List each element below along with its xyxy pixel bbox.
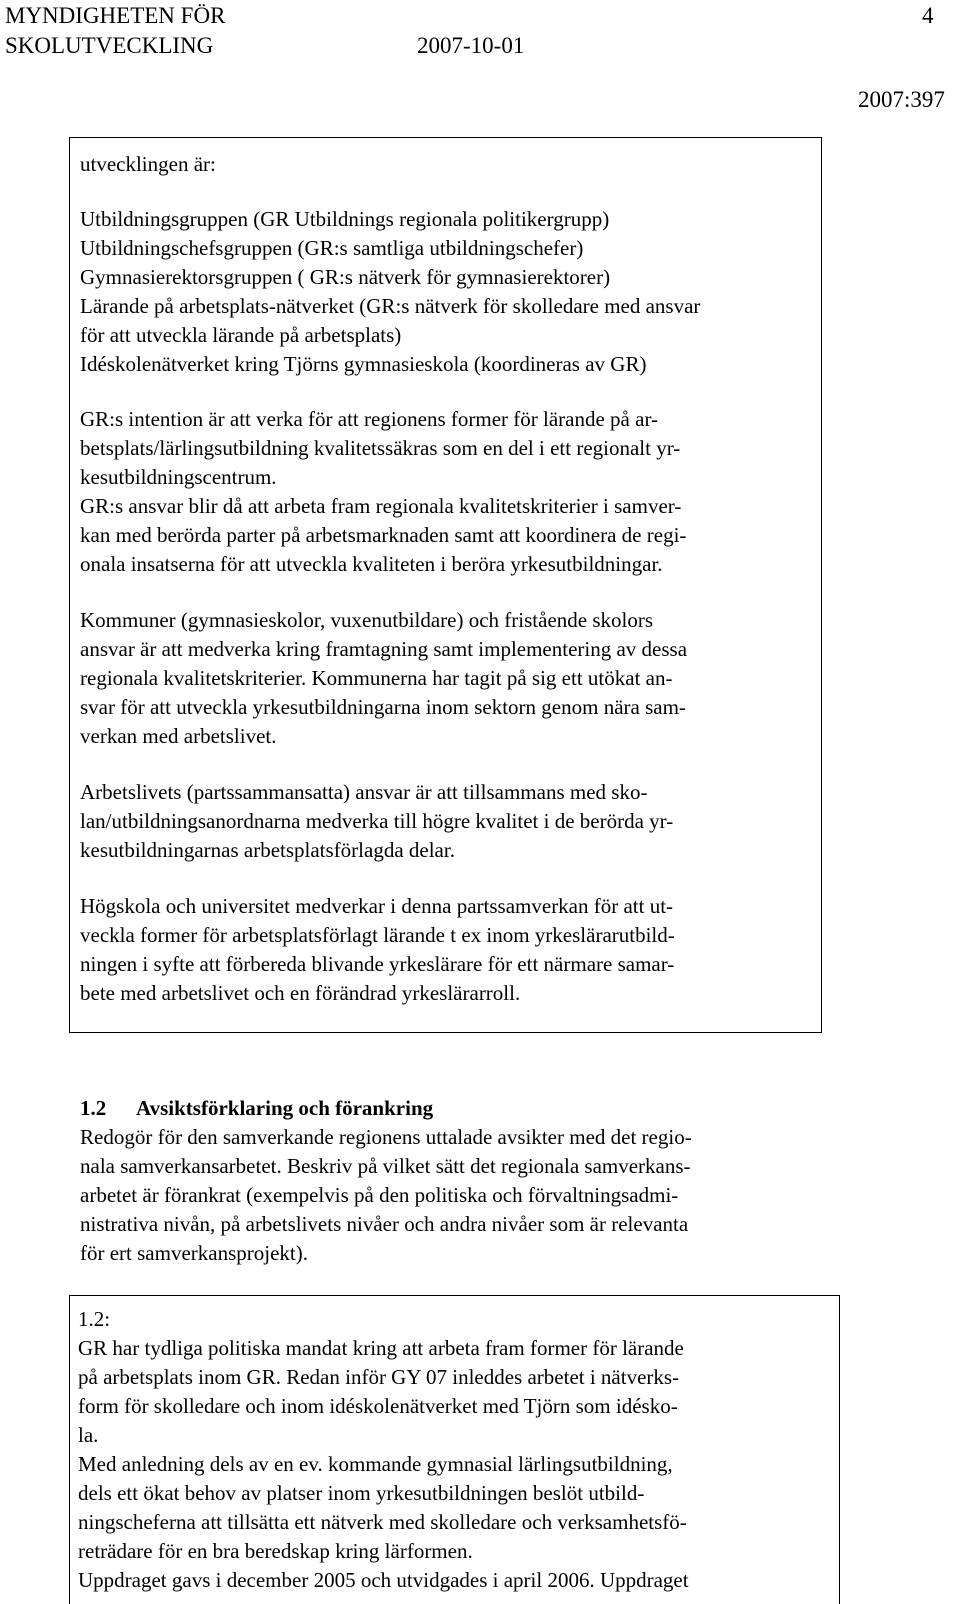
box2-line: ningscheferna att tillsätta ett nätverk med skolledare och verksamhetsfö- <box>78 1510 687 1534</box>
box1-line: betsplats/lärlingsutbildning kvalitetssäkras som en del i ett regionalt yr- <box>80 436 681 460</box>
box1-line: svar för att utveckla yrkesutbildningarna inom sektorn genom nära sam- <box>80 695 686 719</box>
box1-line: kesutbildningarnas arbetsplatsförlagda delar. <box>80 838 455 862</box>
section-line: arbetet är förankrat (exempelvis på den politiska och förvaltningsadmi- <box>80 1183 679 1207</box>
box1-line: kan med berörda parter på arbetsmarknaden samt att koordinera de regi- <box>80 523 687 547</box>
box1-line: bete med arbetslivet och en förändrad yrkeslärarroll. <box>80 981 521 1005</box>
box2-line: GR har tydliga politiska mandat kring att arbeta fram former för lärande <box>78 1336 684 1360</box>
box1-line: kesutbildningscentrum. <box>80 465 277 489</box>
box2-line: dels ett ökat behov av platser inom yrkesutbildningen beslöt utbild- <box>78 1481 645 1505</box>
box1-line: utvecklingen är: <box>80 152 216 176</box>
box2-line: Uppdraget gavs i december 2005 och utvidgades i april 2006. Uppdraget <box>78 1568 689 1592</box>
box1-line: Utbildningschefsgruppen (GR:s samtliga utbildningschefer) <box>80 236 584 260</box>
box1-line: GR:s ansvar blir då att arbeta fram regionala kvalitetskriterier i samver- <box>80 494 682 518</box>
box2-line: 1.2: <box>78 1307 111 1331</box>
box1-line: ningen i syfte att förbereda blivande yrkeslärare för ett närmare samar- <box>80 952 675 976</box>
box1-line: Arbetslivets (partssammansatta) ansvar är att tillsammans med sko- <box>80 780 648 804</box>
box1-line: Gymnasierektorsgruppen ( GR:s nätverk för gymnasierektorer) <box>80 265 611 289</box>
box2-line: på arbetsplats inom GR. Redan inför GY 07 inleddes arbetet i nätverks- <box>78 1365 680 1389</box>
box1-line: Lärande på arbetsplats-nätverket (GR:s nätverk för skolledare med ansvar <box>80 294 701 318</box>
header-date: 2007-10-01 <box>417 33 525 58</box>
box1-line: Högskola och universitet medverkar i denna partssamverkan för att ut- <box>80 894 674 918</box>
box1-line: lan/utbildningsanordnarna medverka till högre kvalitet i de berörda yr- <box>80 809 674 833</box>
box1-line: Idéskolenätverket kring Tjörns gymnasieskola (koordineras av GR) <box>80 352 647 376</box>
section-title: Avsiktsförklaring och förankring <box>136 1096 434 1120</box>
box1-line: Kommuner (gymnasieskolor, vuxenutbildare) och fristående skolors <box>80 608 654 632</box>
box1-line: ansvar är att medverka kring framtagning samt implementering av dessa <box>80 637 688 661</box>
header-page-number: 4 <box>922 3 934 28</box>
section-line: Redogör för den samverkande regionens uttalade avsikter med det regio- <box>80 1125 692 1149</box>
section-number: 1.2 <box>80 1096 107 1120</box>
header-org-line2: SKOLUTVECKLING <box>5 33 214 58</box>
box1-line: verkan med arbetslivet. <box>80 724 277 748</box>
box2-line: reträdare för en bra beredskap kring lärformen. <box>78 1539 473 1563</box>
box1-line: GR:s intention är att verka för att regionens former för lärande på ar- <box>80 407 659 431</box>
section-line: nistrativa nivån, på arbetslivets nivåer och andra nivåer som är relevanta <box>80 1212 689 1236</box>
box1-line: för att utveckla lärande på arbetsplats) <box>80 323 402 347</box>
section-line: för ert samverkansprojekt). <box>80 1241 308 1265</box>
header-org-line1: MYNDIGHETEN FÖR <box>5 3 226 28</box>
box2-line: Med anledning dels av en ev. kommande gymnasial lärlingsutbildning, <box>78 1452 673 1476</box>
box1-line: veckla former för arbetsplatsförlagt lärande t ex inom yrkeslärarutbild- <box>80 923 675 947</box>
header-doc-number: 2007:397 <box>858 87 945 112</box>
box2-line: la. <box>78 1423 99 1447</box>
box2-line: form för skolledare och inom idéskolenätverket med Tjörn som idésko- <box>78 1394 678 1418</box>
box1-line: onala insatserna för att utveckla kvaliteten i beröra yrkesutbildningar. <box>80 552 663 576</box>
box1-line: Utbildningsgruppen (GR Utbildnings regionala politikergrupp) <box>80 207 610 231</box>
box1-line: regionala kvalitetskriterier. Kommunerna har tagit på sig ett utökat an- <box>80 666 673 690</box>
section-line: nala samverkansarbetet. Beskriv på vilket sätt det regionala samverkans- <box>80 1154 691 1178</box>
